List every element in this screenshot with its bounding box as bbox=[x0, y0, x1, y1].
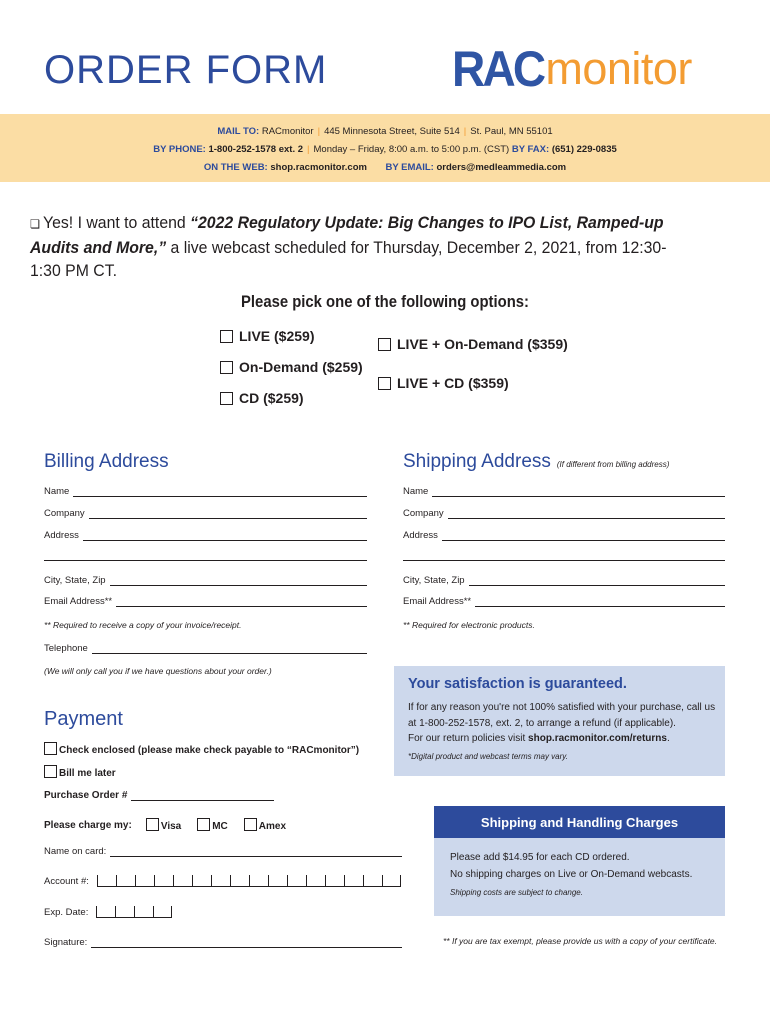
field-label: Exp. Date: bbox=[44, 907, 89, 918]
billing-heading: Billing Address bbox=[44, 451, 169, 472]
guarantee-heading: Your satisfaction is guaranteed. bbox=[408, 676, 627, 692]
billing-telephone-field[interactable] bbox=[44, 643, 367, 654]
name-on-card-field[interactable] bbox=[44, 846, 402, 857]
shipping-company-field[interactable] bbox=[403, 508, 725, 519]
payment-heading: Payment bbox=[44, 708, 123, 730]
shipping-charges-note: Shipping costs are subject to change. bbox=[450, 888, 583, 897]
shipping-heading-note: (If different from billing address) bbox=[556, 460, 670, 469]
option-live-ondemand[interactable] bbox=[378, 336, 568, 352]
returns-link[interactable]: shop.racmonitor.com/returns bbox=[528, 733, 667, 744]
fax-label: BY FAX: bbox=[511, 144, 550, 155]
checkbox[interactable] bbox=[378, 377, 391, 390]
field-label: Address bbox=[44, 530, 79, 541]
guarantee-panel bbox=[394, 666, 725, 776]
exp-date-field[interactable] bbox=[44, 906, 172, 918]
mail-name: RACmonitor bbox=[261, 126, 314, 137]
shipping-charges-line2: No shipping charges on Live or On-Demand webcasts. bbox=[450, 869, 693, 880]
mail-city: St. Paul, MN 55101 bbox=[470, 126, 553, 137]
fax-value: (651) 229-0835 bbox=[551, 144, 617, 155]
field-label: City, State, Zip bbox=[403, 575, 465, 586]
option-label: Visa bbox=[160, 821, 182, 832]
contact-band bbox=[0, 114, 770, 182]
option-label: LIVE ($259) bbox=[239, 328, 315, 344]
shipping-name-field[interactable] bbox=[403, 486, 725, 497]
signature-field[interactable] bbox=[44, 937, 402, 948]
option-label: LIVE + CD ($359) bbox=[397, 375, 509, 391]
checkbox[interactable] bbox=[146, 818, 159, 831]
shipping-address-line2[interactable] bbox=[403, 560, 725, 561]
event-description bbox=[30, 211, 681, 282]
logo-monitor-text: monitor bbox=[545, 43, 692, 94]
guarantee-line1: If for any reason you're not 100% satisfied with your purchase, call us at 1-800-252-1578, ext. 2, to arrange a refund (if applicable). bbox=[408, 702, 716, 729]
bill-later-option[interactable] bbox=[44, 765, 116, 779]
web-link[interactable]: shop.racmonitor.com bbox=[270, 162, 367, 173]
billing-address-line2[interactable] bbox=[44, 560, 367, 561]
account-digit-boxes[interactable] bbox=[97, 875, 401, 887]
option-label: On-Demand ($259) bbox=[239, 359, 363, 375]
phone-line: BY PHONE: 1-800-252-1578 ext. 2 | Monday – Friday, 8:00 a.m. to 5:00 p.m. (CST) BY FAX: (651) 229-0835 bbox=[153, 144, 617, 155]
purchase-order-field[interactable] bbox=[44, 790, 274, 801]
account-number-field[interactable] bbox=[44, 875, 404, 887]
option-label: Check enclosed (please make check payable to “RACmonitor”) bbox=[59, 745, 360, 756]
checkbox[interactable] bbox=[220, 392, 233, 405]
charge-label: Please charge my: bbox=[44, 819, 132, 831]
shipping-email-note: ** Required for electronic products. bbox=[403, 620, 535, 630]
option-live[interactable] bbox=[220, 328, 314, 344]
web-line bbox=[0, 162, 770, 173]
field-label: Email Address** bbox=[403, 596, 472, 607]
options-heading: Please pick one of the following options: bbox=[241, 293, 529, 311]
guarantee-note: *Digital product and webcast terms may vary. bbox=[408, 752, 568, 761]
shipping-address-field[interactable] bbox=[403, 530, 725, 541]
web-label: ON THE WEB: bbox=[203, 162, 268, 173]
checkbox[interactable] bbox=[197, 818, 210, 831]
amex-option[interactable] bbox=[244, 818, 286, 832]
option-label: Bill me later bbox=[59, 768, 116, 779]
field-label: Name bbox=[403, 486, 429, 497]
exp-digit-boxes[interactable] bbox=[96, 906, 172, 918]
field-label: Company bbox=[44, 508, 85, 519]
billing-name-field[interactable] bbox=[44, 486, 367, 497]
field-label: Email Address** bbox=[44, 596, 113, 607]
checkbox[interactable] bbox=[220, 361, 233, 374]
logo-rac-text: RAC bbox=[452, 41, 544, 97]
checkbox[interactable] bbox=[244, 818, 257, 831]
option-label: MC bbox=[212, 821, 228, 832]
phone-value[interactable]: 1-800-252-1578 ext. 2 bbox=[208, 144, 304, 155]
telephone-note: (We will only call you if we have questions about your order.) bbox=[44, 666, 272, 676]
card-type-row bbox=[44, 818, 286, 832]
billing-city-field[interactable] bbox=[44, 575, 367, 586]
option-label: Amex bbox=[258, 821, 287, 832]
billing-email-note: ** Required to receive a copy of your invoice/receipt. bbox=[44, 620, 242, 630]
checkbox[interactable] bbox=[44, 742, 57, 755]
checkbox[interactable] bbox=[378, 338, 391, 351]
email-link[interactable]: orders@medleammedia.com bbox=[436, 162, 567, 173]
field-label: Company bbox=[403, 508, 444, 519]
billing-email-field[interactable] bbox=[44, 596, 367, 607]
shipping-charges-heading: Shipping and Handling Charges bbox=[434, 806, 725, 838]
field-label: Signature: bbox=[44, 937, 88, 948]
guarantee-text bbox=[408, 700, 718, 747]
guarantee-line2-prefix: For our return policies visit bbox=[408, 733, 529, 744]
racmonitor-logo bbox=[452, 41, 692, 97]
option-label: LIVE + On-Demand ($359) bbox=[397, 336, 568, 352]
field-label: Purchase Order # bbox=[44, 790, 128, 801]
shipping-charges-panel bbox=[434, 806, 725, 916]
checkbox[interactable] bbox=[220, 330, 233, 343]
mail-street: 445 Minnesota Street, Suite 514 bbox=[324, 126, 460, 137]
field-label: Name bbox=[44, 486, 70, 497]
phone-label: BY PHONE: bbox=[153, 144, 206, 155]
event-suffix: a live webcast scheduled for Thursday, December 2, 2021, from 12:30-1:30 PM CT. bbox=[30, 238, 667, 280]
field-label: Address bbox=[403, 530, 438, 541]
tax-exempt-note: ** If you are tax exempt, please provide us with a copy of your certificate. bbox=[443, 936, 718, 946]
event-prefix: Yes! I want to attend bbox=[43, 213, 191, 232]
shipping-heading-row bbox=[403, 451, 669, 473]
mail-line: MAIL TO: RACmonitor | 445 Minnesota Street, Suite 514 | St. Paul, MN 55101 bbox=[217, 126, 553, 137]
mail-label: MAIL TO: bbox=[217, 126, 260, 137]
check-enclosed-option[interactable] bbox=[44, 742, 359, 756]
shipping-city-field[interactable] bbox=[403, 575, 725, 586]
field-label: Name on card: bbox=[44, 846, 107, 857]
phone-hours: Monday – Friday, 8:00 a.m. to 5:00 p.m. (CST) bbox=[313, 144, 510, 155]
billing-address-field[interactable] bbox=[44, 530, 367, 541]
option-label: CD ($259) bbox=[239, 390, 304, 406]
option-cd[interactable] bbox=[220, 390, 304, 406]
email-label: BY EMAIL: bbox=[385, 162, 434, 173]
checkbox[interactable] bbox=[44, 765, 57, 778]
visa-option[interactable] bbox=[146, 818, 181, 832]
shipping-email-field[interactable] bbox=[403, 596, 725, 607]
page-title: ORDER FORM bbox=[44, 48, 328, 92]
option-ondemand[interactable] bbox=[220, 359, 363, 375]
field-label: Account #: bbox=[44, 876, 89, 887]
field-label: Telephone bbox=[44, 643, 88, 654]
shipping-heading: Shipping Address bbox=[403, 451, 551, 472]
mc-option[interactable] bbox=[197, 818, 228, 832]
shipping-charges-line1: Please add $14.95 for each CD ordered. bbox=[450, 852, 630, 863]
field-label: City, State, Zip bbox=[44, 575, 106, 586]
billing-company-field[interactable] bbox=[44, 508, 367, 519]
event-title: “2022 Regulatory Update: Big Changes to IPO List, Ramped-up Audits and More,” bbox=[30, 213, 664, 257]
option-live-cd[interactable] bbox=[378, 375, 509, 391]
guarantee-line2-suffix: . bbox=[666, 733, 670, 744]
checkbox-icon[interactable]: ❏ bbox=[30, 217, 41, 231]
